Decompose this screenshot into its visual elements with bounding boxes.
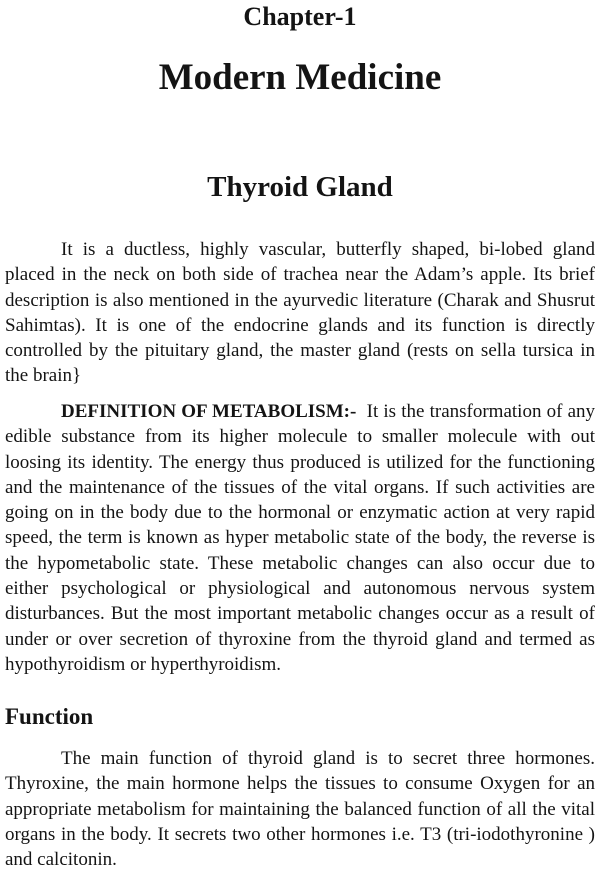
paragraph-thyroid-description-text: It is a ductless, highly vascular, butterfly shaped, bi-lobed gland placed in the neck on both side of trachea near the Adam’s apple. Its brief description is also mentioned in the ayurvedic literature (Charak and Shusrut Sahimtas). It is one of the endocrine glands and its function is directly controlled by the pituitary gland, the master gland (rests on sella tursica in the brain}: [5, 239, 595, 387]
paragraph-function-text: The main function of thyroid gland is to secret three hormones. Thyroxine, the main hormone helps the tissues to consume Oxygen for an appropriate metabolism for maintaining the balanced function of all the vital organs in the body. It secrets two other hormones i.e. T3 (tri-iodothyronine ) and calcitonin.: [5, 748, 595, 871]
section-title-function: Function: [5, 704, 94, 729]
section-title-thyroid-gland: Thyroid Gland: [207, 171, 393, 203]
definition-term: DEFINITION OF METABOLISM:-: [61, 401, 357, 422]
paragraph-metabolism-definition: [5, 399, 595, 677]
definition-text: It is the transformation of any edible substance from its higher molecule to smaller molecule with out loosing its identity. The energy thus produced is utilized for the functioning and the maintenance of the tissues of the vital organs. If such activities are going on in the body due to the hormonal or enzymatic action at very rapid speed, the term is known as hyper metabolic state of the body, the reverse is the hypometabolic state. These metabolic changes can also occur due to either psychological or physiological and autonomous nervous system disturbances. But the most important metabolic changes occur as a result of under or over secretion of thyroxine from the thyroid gland and termed as hypothyroidism or hyperthyroidism.: [5, 401, 596, 675]
paragraph-thyroid-description: [5, 237, 595, 389]
chapter-title: Modern Medicine: [158, 57, 442, 98]
paragraph-function: [5, 746, 595, 872]
chapter-label: Chapter-1: [243, 2, 357, 31]
